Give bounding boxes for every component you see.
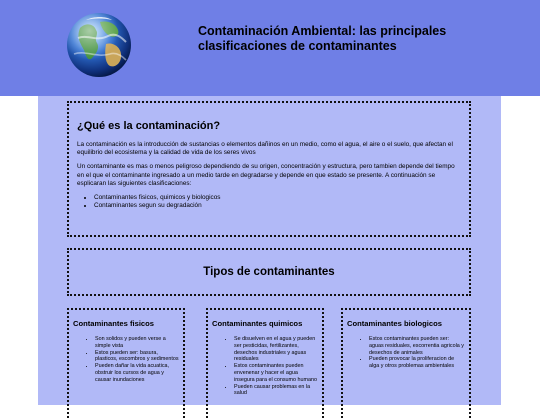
intro-paragraph-1: La contaminación es la introducción de sustancias o elementos dañinos en un medio, como el agua, el aire o el suelo, que afectan el equilibrio del ecosistema y la calidad de vida de los seres vivos xyxy=(77,141,453,157)
list-item: • Contaminantes segun su degradación xyxy=(94,202,461,210)
biological-contaminants-card xyxy=(341,308,471,418)
list-item: • Estos pueden ser: basura, plasticos, escombros y sedimentos xyxy=(95,350,179,364)
list-item: • Contaminantes fisicos, quimicos y biologicos xyxy=(94,194,461,202)
card-title: Contaminantes fisicos xyxy=(73,319,155,328)
list-item: • Pueden provocar la proliferacion de alga y otros problemas ambientales xyxy=(369,356,465,370)
intro-section xyxy=(67,101,471,237)
card-list xyxy=(347,336,465,370)
list-item: • Pueden causar problemas en la salud xyxy=(234,384,318,398)
list-item: • Se disuelven en el agua y pueden ser pesticidas, fertilizantes, desechos industriales y aguas residuales xyxy=(234,336,318,363)
list-item: • Pueden dañar la vida acuatica, obstruir los cursos de agua y causar inundaciones xyxy=(95,363,179,383)
types-heading: Tipos de contaminantes xyxy=(203,266,335,278)
main-content xyxy=(38,96,501,405)
earth-globe-icon xyxy=(66,8,132,82)
intro-list xyxy=(77,194,461,210)
list-item: • Estos contaminantes pueden ser: aguas residuales, escorrentia agricola y desechos de animales xyxy=(369,336,465,356)
list-item: • Son solidos y pueden verse a simple vista xyxy=(95,336,179,350)
physical-contaminants-card xyxy=(67,308,185,418)
list-item: • Estos contaminantes pueden envenenar y hacer el agua insegura para el consumo humano xyxy=(234,363,318,383)
card-title: Contaminantes quimicos xyxy=(212,319,303,328)
intro-paragraph-2: Un contaminante es mas o menos peligroso dependiendo de su origen, concentración y estructura, pero tambien depende del tiempo en el que el contaminante ingresado a un medio tarde en degradarse y depende en que estado se presente. A continuación se esplicaran las siguientes clasificaciones: xyxy=(77,163,455,187)
intro-heading: ¿Qué es la contaminación? xyxy=(77,120,221,132)
page-title: Contaminación Ambiental: las principales clasificaciones de contaminantes xyxy=(198,24,447,53)
chemical-contaminants-card xyxy=(206,308,324,418)
card-list xyxy=(212,336,318,397)
card-title: Contaminantes biologicos xyxy=(347,319,442,328)
card-list xyxy=(73,336,179,384)
page-header xyxy=(0,0,540,96)
types-section xyxy=(67,248,471,296)
